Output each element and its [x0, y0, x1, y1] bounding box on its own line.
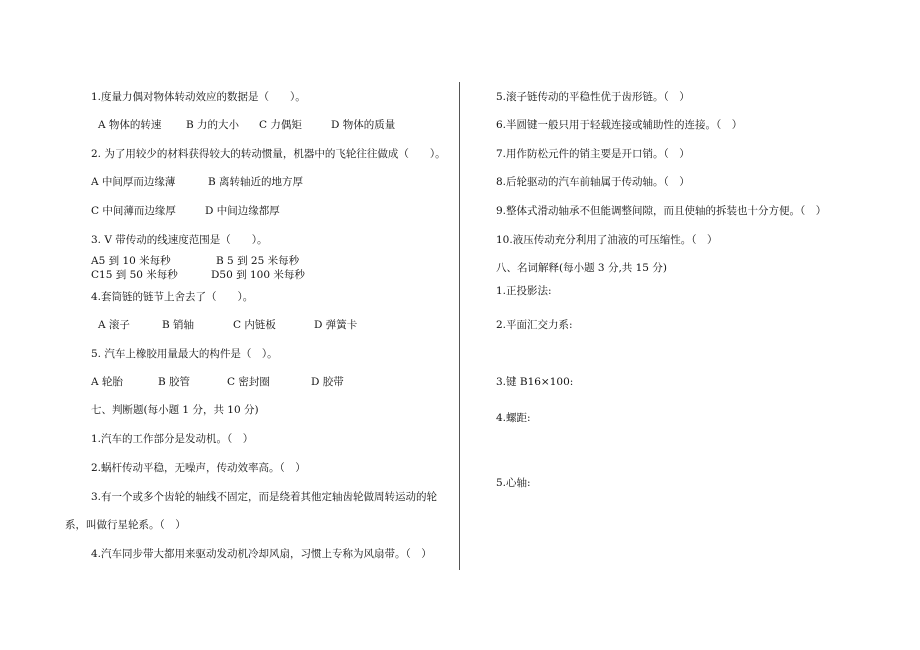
q4-option-d: D 弹簧卡 [314, 319, 358, 331]
judge-6: 6.半圆键一般只用于轻载连接或辅助性的连接。（ ） [496, 119, 743, 131]
question-2: 2. 为了用较少的材料获得较大的转动惯量，机器中的飞轮往往做成（ ）。 [91, 148, 446, 160]
q4-option-a: A 滚子 [98, 319, 130, 331]
q3-option-c: C15 到 50 米每秒 [91, 269, 178, 281]
judge-10: 10.液压传动充分利用了油液的可压缩性。（ ） [496, 234, 718, 246]
question-3: 3. V 带传动的线速度范围是（ ）。 [91, 234, 268, 246]
q3-option-b: B 5 到 25 米每秒 [216, 255, 300, 267]
section-8-heading: 八、名词解释(每小题 3 分,共 15 分) [496, 262, 667, 274]
judge-5: 5.滚子链传动的平稳性优于齿形链。（ ） [496, 91, 690, 103]
q3-option-d: D50 到 100 米每秒 [211, 269, 305, 281]
q1-option-c: C 力偶矩 [259, 119, 302, 131]
question-1: 1.度量力偶对物体转动效应的数据是（ ）。 [91, 91, 306, 103]
q5-option-d: D 胶带 [311, 376, 344, 388]
q2-option-a: A 中间厚而边缘薄 [91, 176, 176, 188]
judge-1: 1.汽车的工作部分是发动机。（ ） [91, 433, 254, 445]
q1-option-a: A 物体的转速 [98, 119, 162, 131]
judge-7: 7.用作防松元件的销主要是开口销。（ ） [496, 148, 690, 160]
q2-option-c: C 中间薄而边缘厚 [91, 205, 176, 217]
term-1: 1.正投影法: [496, 285, 552, 297]
term-2: 2.平面汇交力系: [496, 319, 573, 331]
judge-8: 8.后轮驱动的汽车前轴属于传动轴。（ ） [496, 176, 690, 188]
q4-option-b: B 销轴 [162, 319, 195, 331]
term-5: 5.心轴: [496, 477, 531, 489]
judge-3-line-2: 系，叫做行星轮系。（ ） [65, 519, 186, 531]
q5-option-c: C 密封圈 [227, 376, 270, 388]
q2-option-d: D 中间边缘都厚 [205, 205, 280, 217]
judge-2: 2.蜗杆传动平稳，无噪声，传动效率高。（ ） [91, 462, 306, 474]
term-3: 3.键 B16×100: [496, 376, 574, 388]
judge-4: 4.汽车同步带大都用来驱动发动机冷却风扇，习惯上专称为风扇带。（ ） [91, 548, 432, 560]
term-4: 4.螺距: [496, 412, 531, 424]
question-5: 5. 汽车上橡胶用量最大的构件是（ ）。 [91, 348, 278, 360]
judge-9: 9.整体式滑动轴承不但能调整间隙，而且使轴的拆装也十分方便。（ ） [496, 205, 827, 217]
q5-option-a: A 轮胎 [91, 376, 123, 388]
q1-option-d: D 物体的质量 [331, 119, 396, 131]
q2-option-b: B 离转轴近的地方厚 [208, 176, 304, 188]
q5-option-b: B 胶管 [158, 376, 191, 388]
q3-option-a: A5 到 10 米每秒 [91, 255, 171, 267]
judge-3-line-1: 3.有一个或多个齿轮的轴线不固定，而是绕着其他定轴齿轮做周转运动的轮 [91, 491, 438, 503]
q4-option-c: C 内链板 [233, 319, 276, 331]
question-4: 4.套筒链的链节上舍去了（ ）。 [91, 291, 254, 303]
section-7-heading: 七、判断题(每小题 1 分，共 10 分) [91, 404, 259, 416]
column-divider [459, 82, 460, 570]
q1-option-b: B 力的大小 [186, 119, 240, 131]
